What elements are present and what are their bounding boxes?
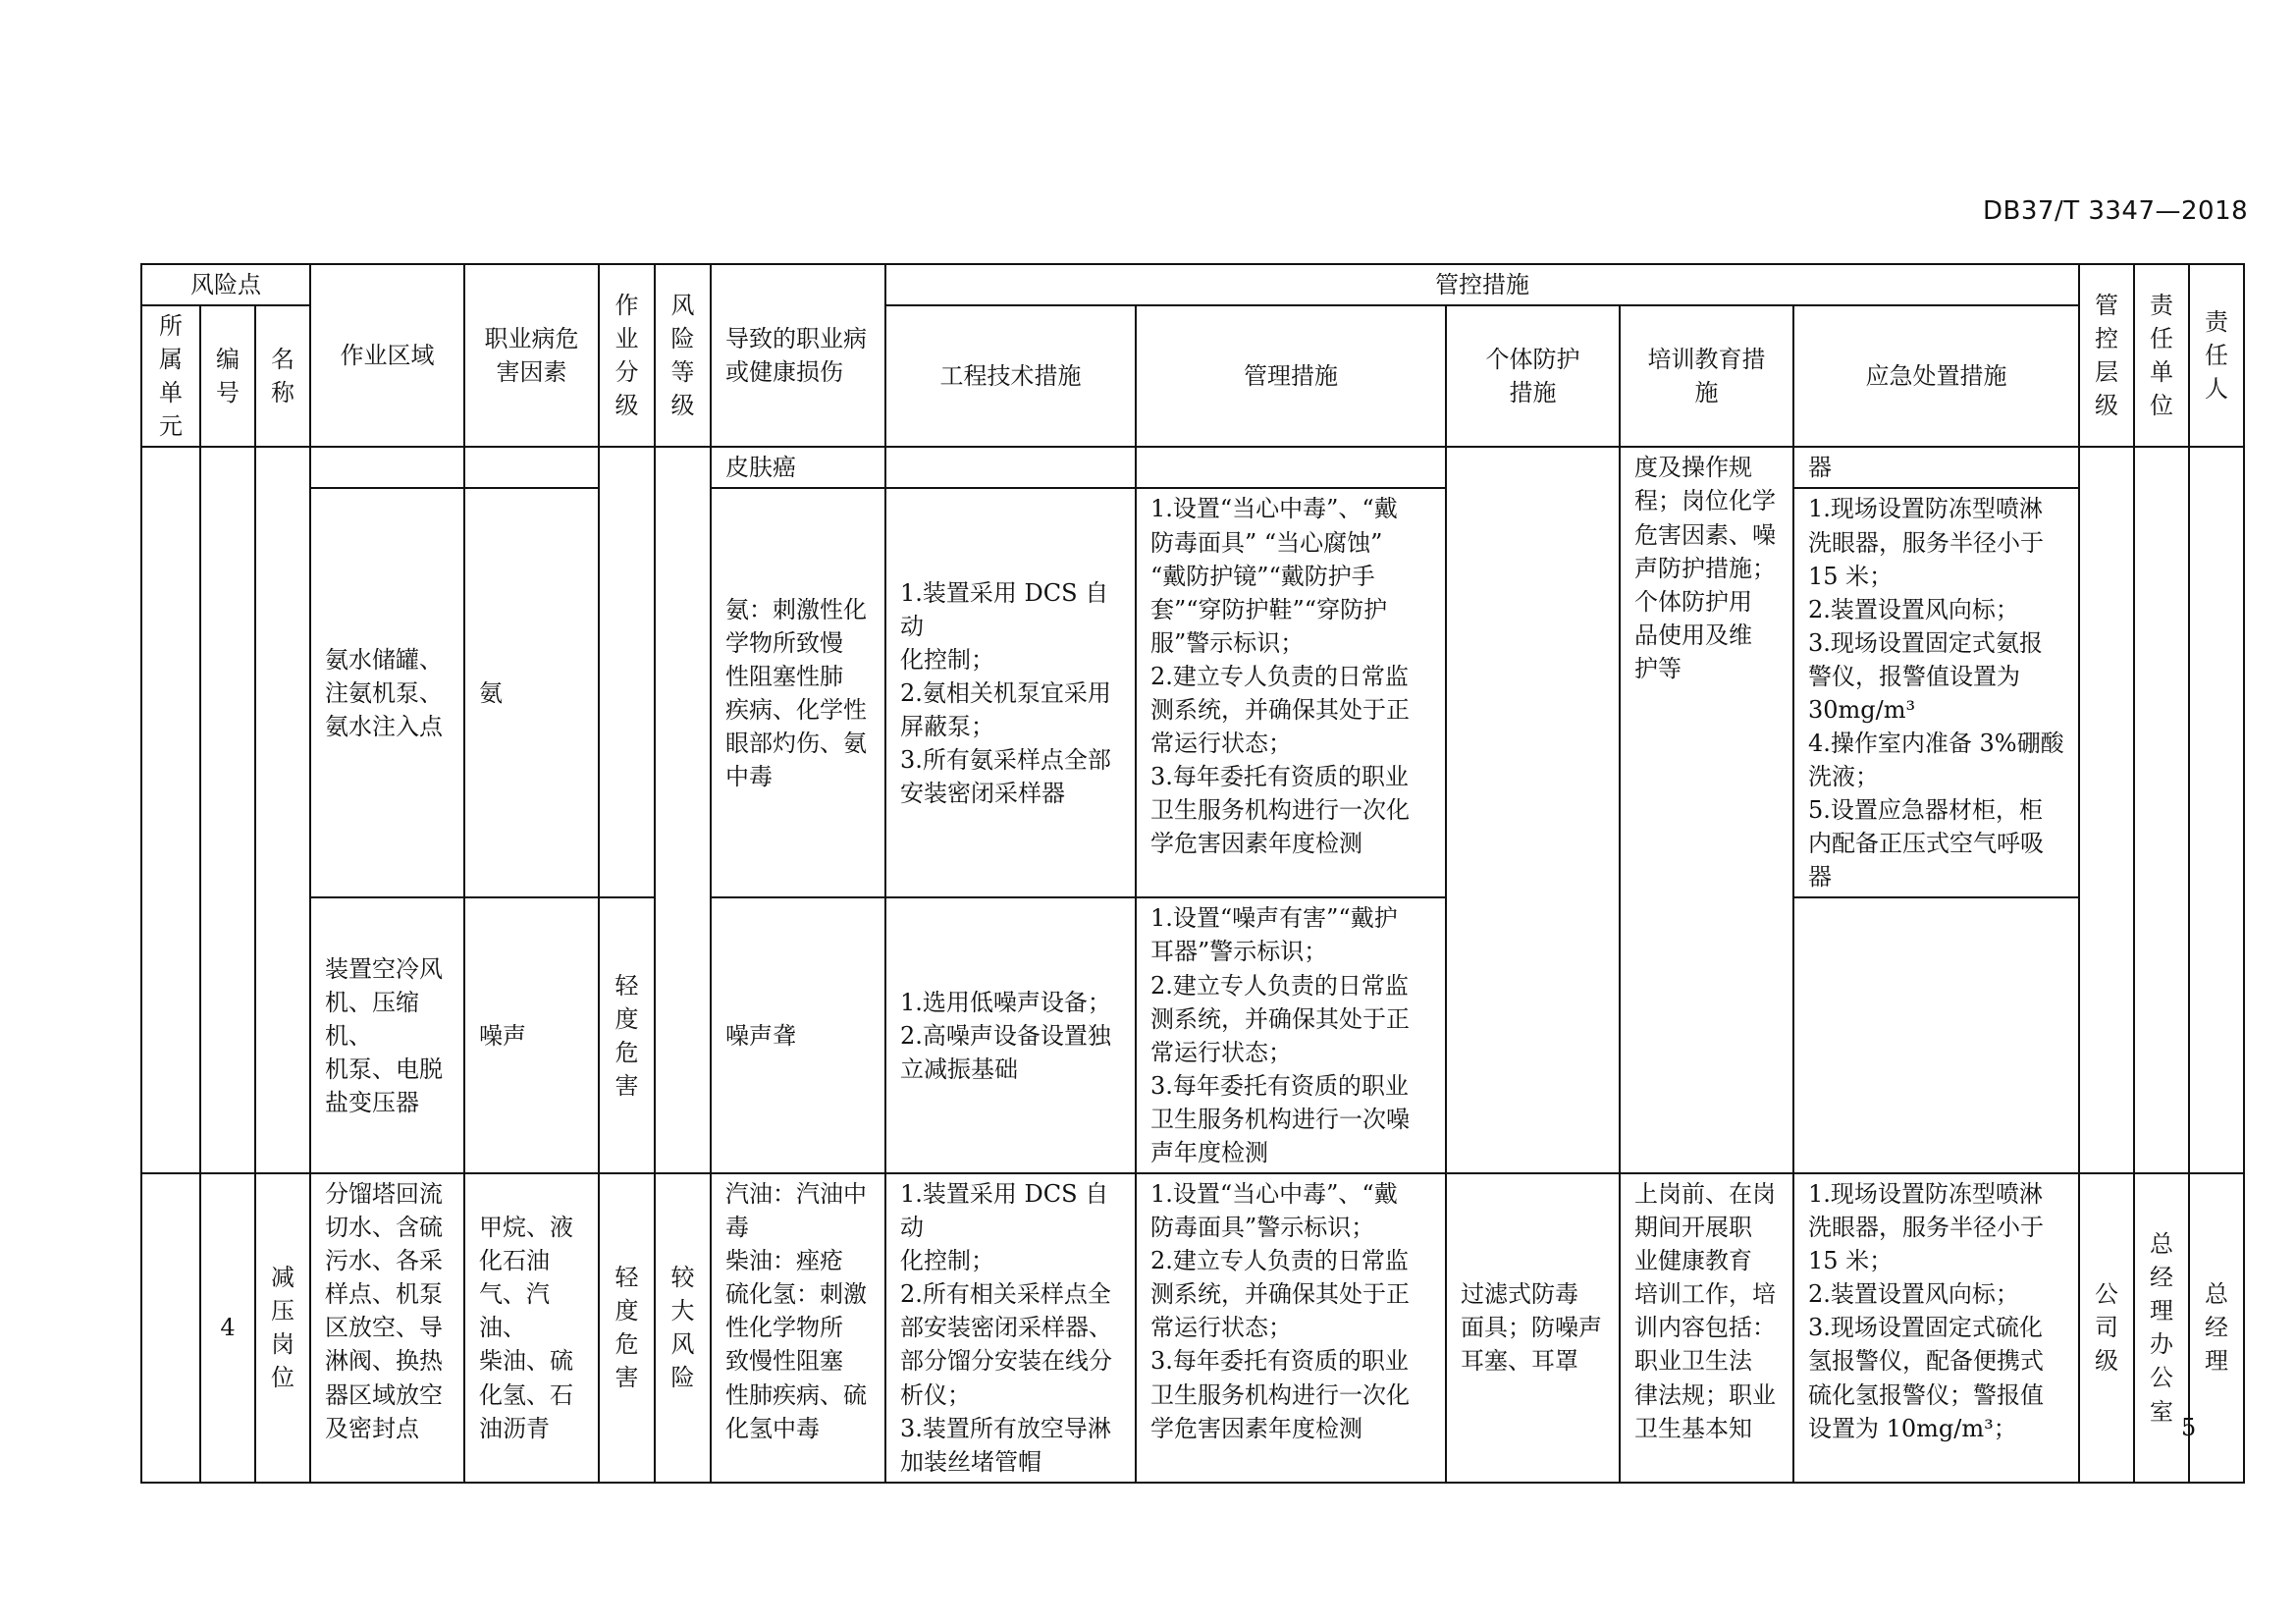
engineering-cell: 1.装置采用 DCS 自动 化控制； 2.氨相关机泵宜采用 屏蔽泵； 3.所有氨采样点全部 安装密闭采样器 (885, 488, 1136, 897)
table-row (141, 897, 2244, 1173)
grade-cell (599, 447, 655, 897)
management-cell (1136, 447, 1446, 488)
ctrl-level-cell: 公司级 (2079, 1173, 2134, 1483)
hazard-cell (464, 447, 599, 488)
training-cell: 上岗前、在岗 期间开展职 业健康教育 培训工作，培 训内容包括： 职业卫生法 律法规；职业 卫生基本知 (1620, 1173, 1793, 1483)
header-hazard: 职业病危害因素 (464, 264, 599, 447)
page-number: 5 (2181, 1414, 2197, 1441)
header-grade: 作业分级 (599, 264, 655, 447)
num-cell (200, 447, 255, 1173)
engineering-cell: 1.装置采用 DCS 自动 化控制； 2.所有相关采样点全 部安装密闭采样器、 部分馏分安装在线分 析仪； 3.装置所有放空导淋 加装丝堵管帽 (885, 1173, 1136, 1483)
management-cell: 1.设置“当心中毒”、“戴 防毒面具” “当心腐蚀” “戴防护镜”“戴防护手 套”“穿防护鞋”“穿防护 服”警示标识； 2.建立专人负责的日常监 测系统，并确保其处于正 常运行状态； 3.每年委托有资质的职业 卫生服务机构进行一次化 学危害因素年度检测 (1136, 488, 1446, 897)
header-name: 名称 (255, 305, 310, 447)
num-cell: 4 (200, 1173, 255, 1483)
unit-cell (141, 447, 200, 1173)
damage-cell: 噪声聋 (711, 897, 885, 1173)
area-cell (310, 447, 464, 488)
header-damage: 导致的职业病或健康损伤 (711, 264, 885, 447)
header-row-1 (141, 264, 2244, 305)
header-emergency: 应急处置措施 (1793, 305, 2079, 447)
header-management: 管理措施 (1136, 305, 1446, 447)
damage-cell: 氨：刺激性化 学物所致慢 性阻塞性肺 疾病、化学性 眼部灼伤、氨 中毒 (711, 488, 885, 897)
area-cell: 分馏塔回流 切水、含硫 污水、各采 样点、机泵 区放空、导 淋阀、换热 器区域放空 及密封点 (310, 1173, 464, 1483)
header-resp-unit: 责任单位 (2134, 264, 2189, 447)
resp-person-cell (2189, 447, 2244, 1173)
damage-cell: 皮肤癌 (711, 447, 885, 488)
management-cell: 1.设置“当心中毒”、“戴 防毒面具”警示标识； 2.建立专人负责的日常监 测系统，并确保其处于正 常运行状态； 3.每年委托有资质的职业 卫生服务机构进行一次化 学危害因素年度检测 (1136, 1173, 1446, 1483)
header-area: 作业区域 (310, 264, 464, 447)
emergency-cell (1793, 897, 2079, 1173)
risk-level-cell: 较大风险 (655, 1173, 711, 1483)
risk-level-cell (655, 447, 711, 1173)
header-resp-person: 责任人 (2189, 264, 2244, 447)
unit-cell (141, 1173, 200, 1483)
table-row (141, 447, 2244, 488)
header-ppe: 个体防护 措施 (1446, 305, 1620, 447)
emergency-cell: 器 (1793, 447, 2079, 488)
engineering-cell (885, 447, 1136, 488)
emergency-cell: 1.现场设置防冻型喷淋 洗眼器，服务半径小于 15 米； 2.装置设置风向标； 3.现场设置固定式氨报 警仪，报警值设置为 30mg/m³ 4.操作室内准备 3%硼酸 洗液； 5.设置应急器材柜，柜 内配备正压式空气呼吸 器 (1793, 488, 2079, 897)
header-engineering: 工程技术措施 (885, 305, 1136, 447)
area-cell: 氨水储罐、 注氨机泵、 氨水注入点 (310, 488, 464, 897)
resp-unit-cell (2134, 447, 2189, 1173)
emergency-cell: 1.现场设置防冻型喷淋 洗眼器，服务半径小于 15 米； 2.装置设置风向标； 3.现场设置固定式硫化 氢报警仪，配备便携式 硫化氢报警仪；警报值 设置为 10mg/m³； (1793, 1173, 2079, 1483)
management-cell: 1.设置“噪声有害”“戴护 耳器”警示标识； 2.建立专人负责的日常监 测系统，并确保其处于正 常运行状态； 3.每年委托有资质的职业 卫生服务机构进行一次噪 声年度检测 (1136, 897, 1446, 1173)
header-control: 管控措施 (885, 264, 2079, 305)
grade-cell: 轻度危害 (599, 1173, 655, 1483)
name-cell (255, 447, 310, 1173)
header-risk-level: 风险等级 (655, 264, 711, 447)
header-risk-point: 风险点 (141, 264, 310, 305)
ppe-cell (1446, 447, 1620, 1173)
resp-person-cell: 总经理 (2189, 1173, 2244, 1483)
ppe-cell: 过滤式防毒 面具；防噪声 耳塞、耳罩 (1446, 1173, 1620, 1483)
table-row (141, 488, 2244, 897)
grade-cell: 轻度危害 (599, 897, 655, 1173)
header-ctrl-level: 管控层级 (2079, 264, 2134, 447)
hazard-cell: 噪声 (464, 897, 599, 1173)
header-num: 编号 (200, 305, 255, 447)
resp-unit-cell: 总经理办公室 (2134, 1173, 2189, 1483)
area-cell: 装置空冷风 机、压缩机、 机泵、电脱 盐变压器 (310, 897, 464, 1173)
hazard-cell: 甲烷、液 化石油 气、汽油、 柴油、硫 化氢、石 油沥青 (464, 1173, 599, 1483)
engineering-cell: 1.选用低噪声设备； 2.高噪声设备设置独 立减振基础 (885, 897, 1136, 1173)
training-cell: 度及操作规 程；岗位化学 危害因素、噪 声防护措施； 个体防护用 品使用及维 护等 (1620, 447, 1793, 1173)
hazard-cell: 氨 (464, 488, 599, 897)
ctrl-level-cell (2079, 447, 2134, 1173)
header-training: 培训教育措 施 (1620, 305, 1793, 447)
header-unit: 所属单元 (141, 305, 200, 447)
name-cell: 减压岗位 (255, 1173, 310, 1483)
document-code: DB37/T 3347—2018 (1983, 196, 2249, 226)
damage-cell: 汽油：汽油中 毒 柴油：痤疮 硫化氢：刺激 性化学物所 致慢性阻塞 性肺疾病、硫 化氢中毒 (711, 1173, 885, 1483)
risk-control-table (140, 263, 2245, 1484)
table-row (141, 1173, 2244, 1483)
